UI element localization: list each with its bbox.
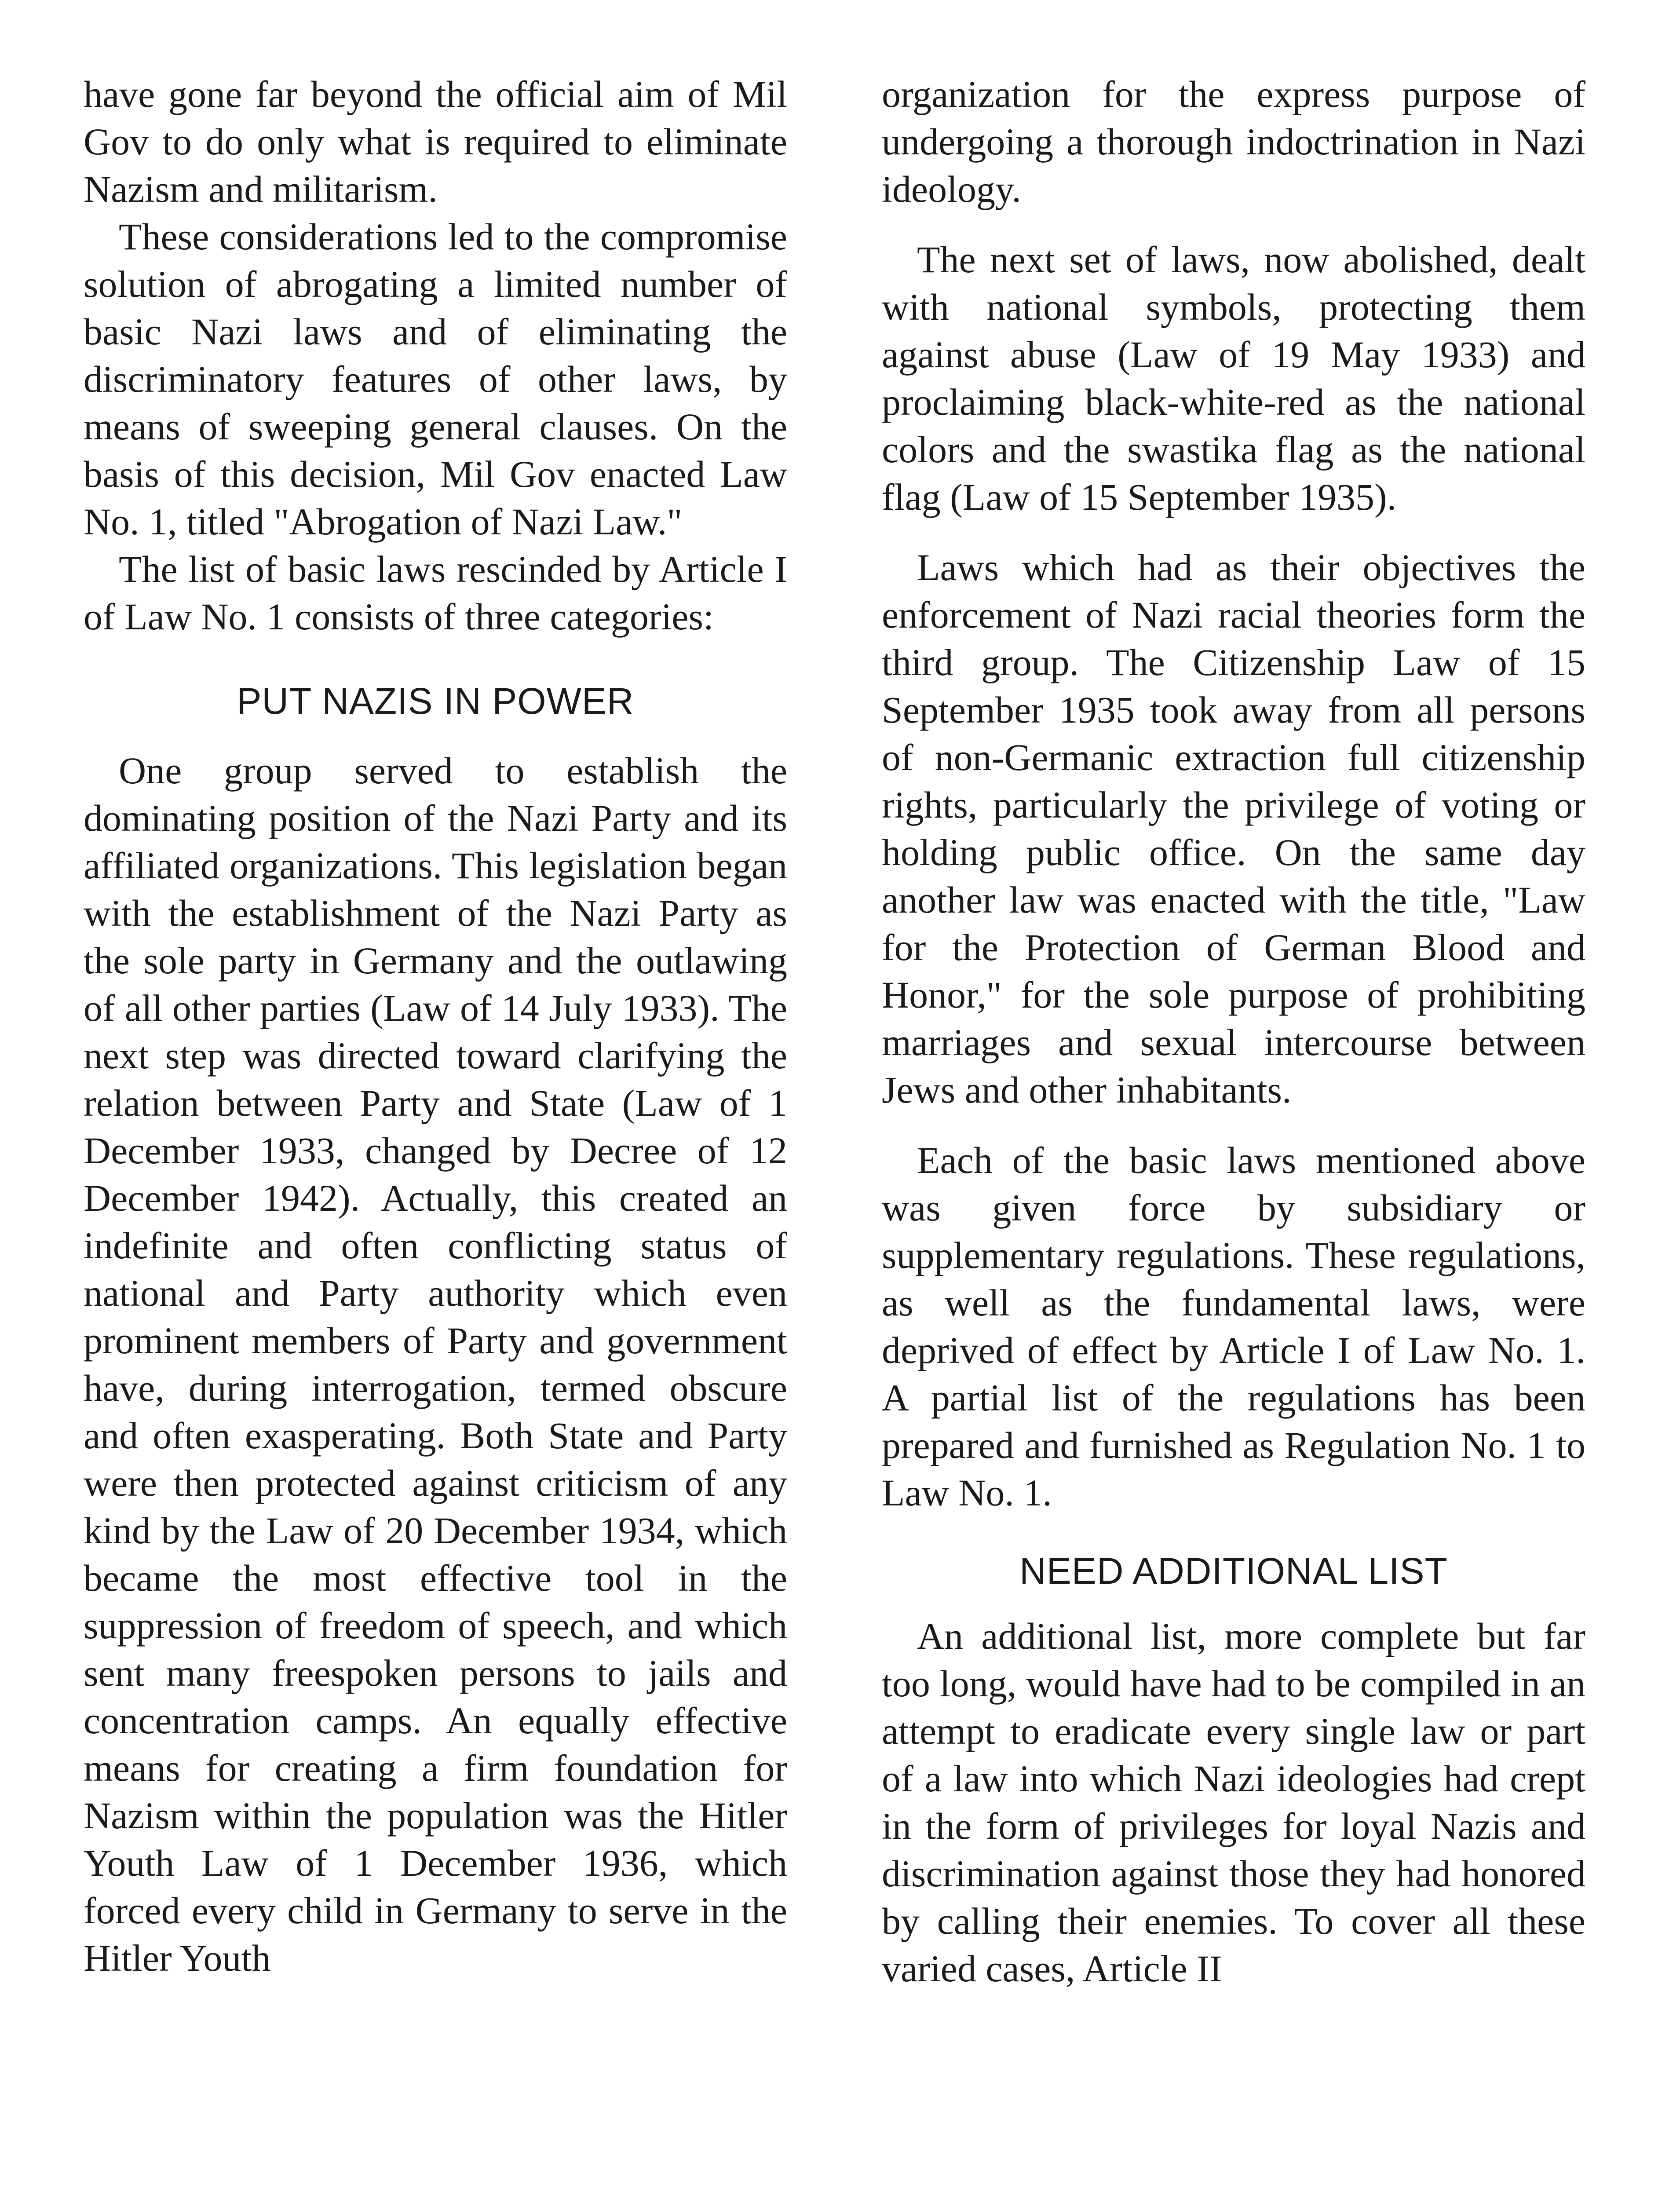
- right-paragraph-1: organization for the express purpose of undergoing a thorough indoctrination in Nazi ideology.: [882, 73, 1585, 210]
- right-paragraph-2: The next set of laws, now abolished, dealt with national symbols, protecting them against abuse (Law of 19 May 1933) and proclaiming black-white-red as the national colors and the swastika flag as the national flag (Law of 15 September 1935).: [882, 238, 1585, 518]
- right-paragraph-5: An additional list, more complete but far too long, would have had to be compiled in an attempt to eradicate every single law or part of a law into which Nazi ideologies had crept in the form of privileges for loyal Nazis and discrimination against those they had honored by calling their enemies. To cover all these varied cases, Article II: [882, 1615, 1585, 1990]
- section-heading-need-additional-list: NEED ADDITIONAL LIST: [1019, 1550, 1448, 1592]
- left-column: [84, 70, 787, 1982]
- right-paragraph-4: Each of the basic laws mentioned above was given force by subsidiary or supplementary regulations. These regulations, as well as the fundamental laws, were deprived of effect by Article I of Law No. 1. A partial list of the regulations has been prepared and furnished as Regulation No. 1 to Law No. 1.: [882, 1139, 1585, 1514]
- right-column: [882, 70, 1585, 1992]
- right-paragraph-3: Laws which had as their objectives the enforcement of Nazi racial theories form the third group. The Citizenship Law of 15 September 1935 took away from all persons of non-Germanic extraction full citizenship rights, particularly the privilege of voting or holding public office. On the same day another law was enacted with the title, "Law for the Protection of German Blood and Honor," for the sole purpose of prohibiting marriages and sexual intercourse between Jews and other inhabitants.: [882, 546, 1585, 1111]
- left-paragraph-3: The list of basic laws rescinded by Article I of Law No. 1 consists of three categories:: [84, 548, 787, 638]
- left-paragraph-2: These considerations led to the compromise solution of abrogating a limited number of basic Nazi laws and of eliminating the discriminatory features of other laws, by means of sweeping general clauses. On the basis of this decision, Mil Gov enacted Law No. 1, titled "Abrogation of Nazi Law.": [84, 216, 787, 543]
- section-heading-put-nazis-in-power: PUT NAZIS IN POWER: [237, 680, 634, 722]
- left-paragraph-1: have gone far beyond the official aim of Mil Gov to do only what is required to eliminate Nazism and militarism.: [84, 73, 787, 210]
- left-paragraph-4: One group served to establish the dominating position of the Nazi Party and its affiliated organizations. This legislation began with the establishment of the Nazi Party as the sole party in Germany and the outlawing of all other parties (Law of 14 July 1933). The next step was directed toward clarifying the relation between Party and State (Law of 1 December 1933, changed by Decree of 12 December 1942). Actually, this created an indefinite and often conflicting status of national and Party authority which even prominent members of Party and government have, during interrogation, termed obscure and often exasperating. Both State and Party were then protected against criticism of any kind by the Law of 20 December 1934, which became the most effective tool in the suppression of freedom of speech, and which sent many freespoken persons to jails and concentration camps. An equally effective means for creating a firm foundation for Nazism within the population was the Hitler Youth Law of 1 December 1936, which forced every child in Germany to serve in the Hitler Youth: [84, 749, 787, 1979]
